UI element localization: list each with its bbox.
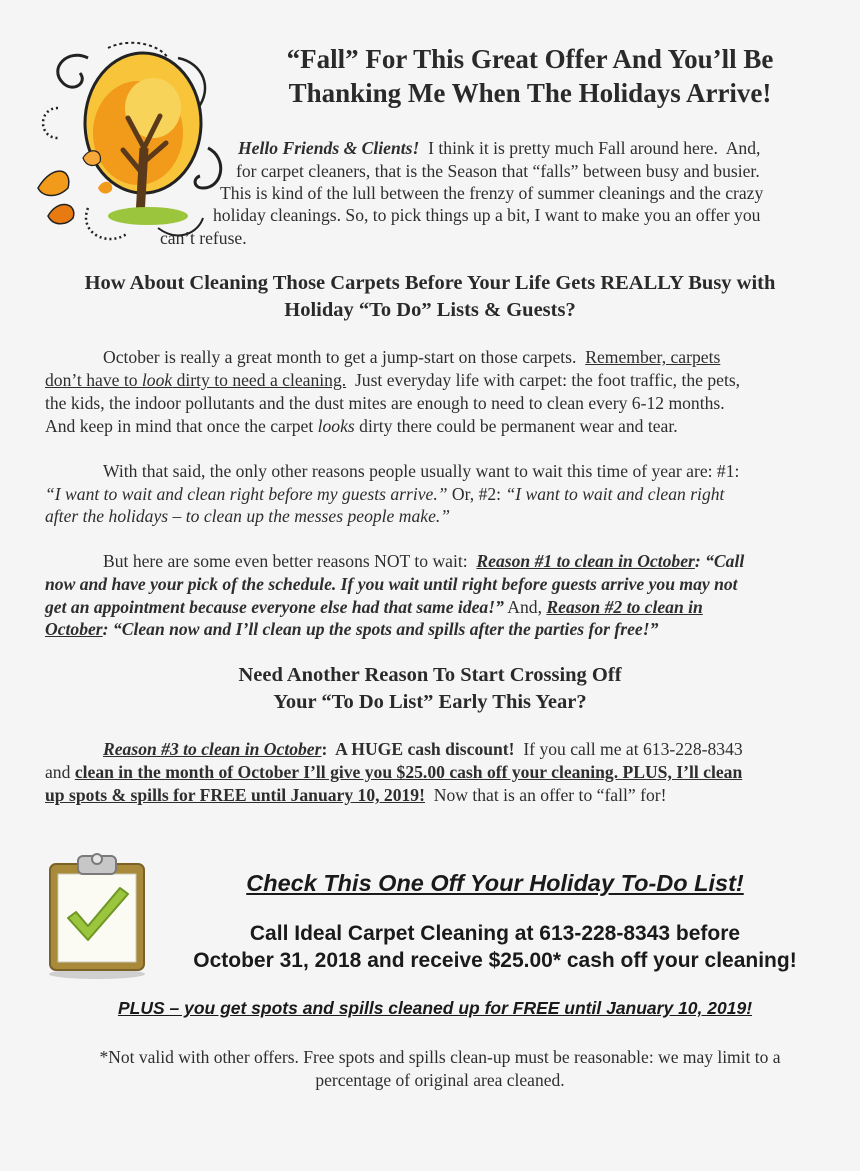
para2-quote-1: “I want to wait and clean right before my guests arrive.” — [45, 484, 448, 504]
section-heading-1-line-1: How About Cleaning Those Carpets Before Your Life Gets REALLY Busy with — [84, 272, 776, 294]
intro-line-2: for carpet cleaners, that is the Season that “falls” between busy and busier. — [236, 161, 760, 181]
para4-text-b: and — [45, 762, 75, 782]
para4-bold: : A HUGE cash discount! — [321, 739, 515, 759]
headline-line-2: Thanking Me When The Holidays Arrive! — [288, 78, 772, 108]
section-heading-1-line-2: Holiday “To Do” Lists & Guests? — [284, 299, 576, 321]
disclaimer-line-1: *Not valid with other offers. Free spots and spills clean-up must be reasonable: we may limit to a — [99, 1047, 781, 1067]
section-heading-2 — [30, 662, 830, 716]
reason-2-label: Reason #2 to clean in — [546, 597, 703, 617]
para2-line-2 — [45, 483, 724, 505]
para1-text-c: And keep in mind that once the carpet — [45, 416, 318, 436]
para3-bold-b: get an appointment because everyone else had that same idea!” — [45, 597, 504, 617]
para1-italic: looks — [317, 416, 355, 436]
para2-text-b: Or, #2: — [447, 484, 506, 504]
para3-line-2: now and have your pick of the schedule. If you wait until right before guests arrive you may not — [45, 574, 738, 594]
cta-body-line-2: October 31, 2018 and receive $25.00* cash off your cleaning! — [193, 949, 797, 972]
para2-text: With that said, the only other reasons people usually want to wait this time of year are: #1: — [103, 461, 740, 481]
para1-line-1 — [45, 346, 720, 368]
para4-line-1 — [45, 738, 743, 760]
para4-offer-end: up spots & spills for FREE until January 10, 2019! — [45, 785, 425, 805]
para3-line-1 — [45, 550, 744, 572]
para4-offer: clean in the month of October I’ll give you $25.00 cash off your cleaning. PLUS, I’ll clean — [74, 762, 743, 782]
para3-text: But here are some even better reasons NOT to wait: — [103, 551, 477, 571]
para2-quote-2: “I want to wait and clean right — [505, 484, 725, 504]
para1-underline-italic: look — [141, 370, 173, 390]
disclaimer-line-2: percentage of original area cleaned. — [315, 1070, 565, 1090]
para3-text-b: And, — [503, 597, 547, 617]
reason-2-label-end: October — [45, 619, 103, 639]
cta-body — [150, 920, 840, 974]
para2-line-3 — [45, 505, 450, 527]
para4-line-2 — [45, 761, 742, 783]
para1-underline: Remember, carpets — [585, 347, 721, 367]
para4-line-3 — [45, 784, 666, 806]
para4-text: If you call me at 613-228-8343 — [514, 739, 743, 759]
para1-line-4 — [45, 415, 678, 437]
autumn-tree-icon — [28, 38, 233, 248]
cta-title: Check This One Off Your Holiday To-Do List! — [246, 870, 744, 896]
para1-text-d: dirty there could be permanent wear and tear. — [354, 416, 678, 436]
reason-3-label: Reason #3 to clean in October — [103, 739, 322, 759]
section-heading-1 — [30, 270, 830, 324]
greeting: Hello Friends & Clients! — [238, 138, 420, 158]
section-heading-2-line-2: Your “To Do List” Early This Year? — [273, 691, 587, 713]
para3-line-4 — [45, 618, 658, 640]
cta-plus-line: PLUS – you get spots and spills cleaned up for FREE until January 10, 2019! — [117, 998, 753, 1018]
para3-bold-c: : “Clean now and I’ll clean up the spots and spills after the parties for free!” — [102, 619, 659, 639]
headline-line-1: “Fall” For This Great Offer And You’ll Be — [286, 44, 774, 74]
section-heading-2-line-1: Need Another Reason To Start Crossing Off — [238, 664, 622, 686]
para3-bold-a: : “Call — [694, 551, 745, 571]
intro-line-3: This is kind of the lull between the frenzy of summer cleanings and the crazy — [220, 183, 764, 203]
clipboard-checkmark-icon — [44, 850, 150, 980]
para1-text-b: Just everyday life with carpet: the foot traffic, the pets, — [346, 370, 741, 390]
intro-line-1-text: I think it is pretty much Fall around here. And, — [419, 138, 761, 158]
para1-underline-b: dirty to need a cleaning. — [172, 370, 347, 390]
reason-1-label: Reason #1 to clean in October — [476, 551, 695, 571]
headline — [230, 42, 830, 110]
intro-line-5: can’t refuse. — [160, 228, 247, 248]
para1-underline-a: don’t have to — [45, 370, 142, 390]
para1-line-3: the kids, the indoor pollutants and the dust mites are enough to need to clean every 6-12 months. — [45, 393, 725, 413]
para2-quote-2-end: after the holidays – to clean up the messes people make.” — [45, 506, 451, 526]
para3-line-3 — [45, 596, 703, 618]
intro-line-1 — [238, 137, 760, 159]
para1-text: October is really a great month to get a jump-start on those carpets. — [103, 347, 586, 367]
disclaimer — [30, 1046, 850, 1092]
para2-line-1 — [45, 460, 739, 482]
para1-line-2 — [45, 369, 740, 391]
cta-body-line-1: Call Ideal Carpet Cleaning at 613-228-8343 before — [249, 922, 741, 945]
intro-line-4: holiday cleanings. So, to pick things up a bit, I want to make you an offer you — [213, 205, 761, 225]
para4-text-c: Now that is an offer to “fall” for! — [424, 785, 667, 805]
